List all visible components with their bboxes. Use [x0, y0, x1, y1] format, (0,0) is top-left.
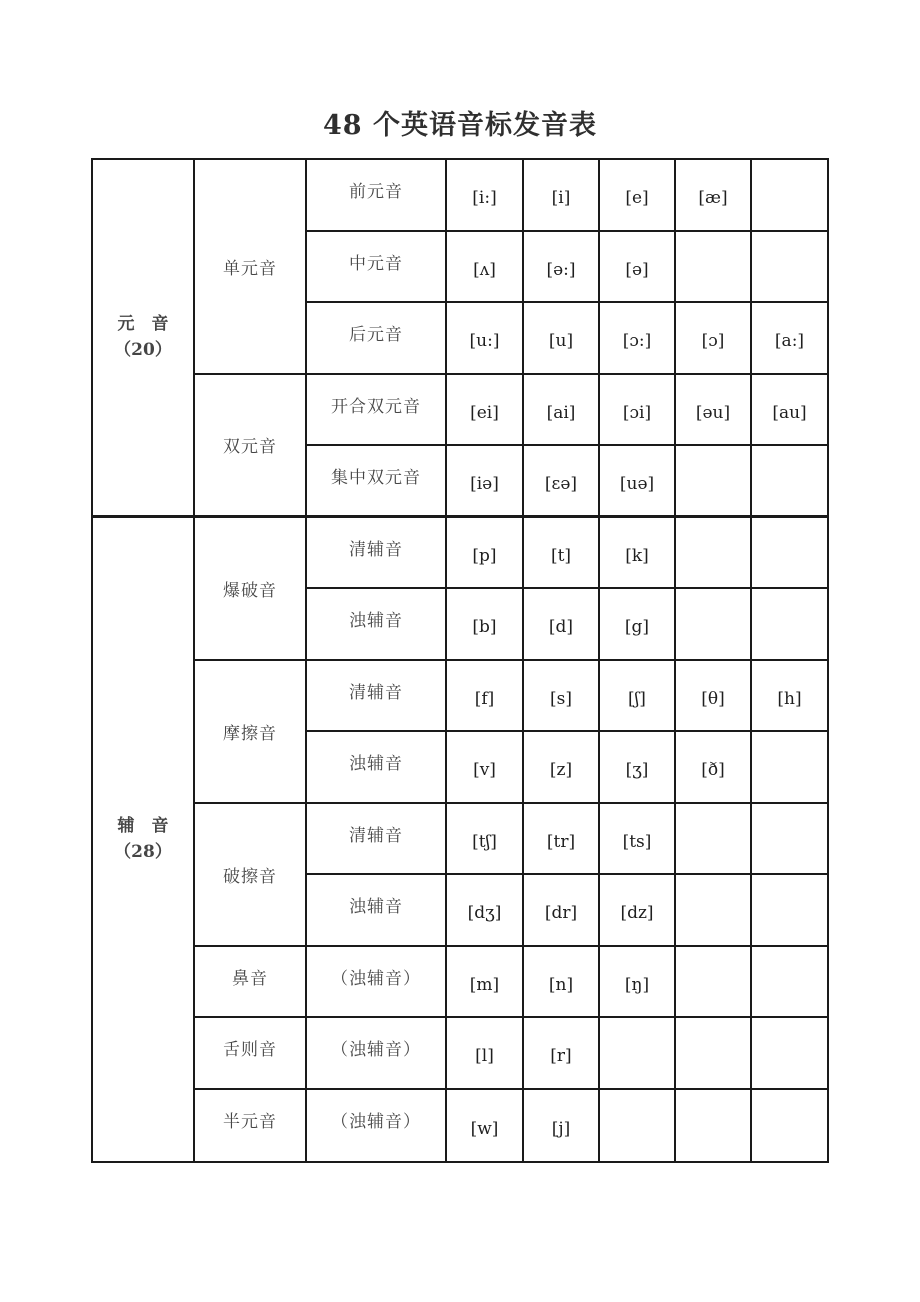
- symbol-cell: [676, 518, 752, 590]
- symbol-cell: [æ]: [676, 160, 752, 232]
- symbol-cell: [uə]: [600, 446, 676, 518]
- type-cell-voiced: 浊辅音: [307, 732, 447, 804]
- symbol-cell: [m]: [447, 947, 524, 1019]
- symbol-cell: [752, 804, 827, 876]
- symbol-cell: [z]: [524, 732, 600, 804]
- symbol-cell: [676, 875, 752, 947]
- type-cell-voiced: 浊辅音: [307, 875, 447, 947]
- symbol-cell: [f]: [447, 661, 524, 733]
- symbol-cell: [b]: [447, 589, 524, 661]
- symbol-cell: [t]: [524, 518, 600, 590]
- symbol-cell: [n]: [524, 947, 600, 1019]
- symbol-cell: [752, 1018, 827, 1090]
- symbol-cell: [ʃ]: [600, 661, 676, 733]
- subgroup-cell-diphthong: 双元音: [195, 375, 307, 518]
- type-cell-voiceless: 清辅音: [307, 661, 447, 733]
- type-cell-central-vowel: 中元音: [307, 232, 447, 304]
- phonetics-table: [91, 158, 829, 1163]
- symbol-cell: [r]: [524, 1018, 600, 1090]
- symbol-cell: [dr]: [524, 875, 600, 947]
- symbol-cell: [752, 732, 827, 804]
- symbol-cell: [l]: [447, 1018, 524, 1090]
- symbol-cell: [dʒ]: [447, 875, 524, 947]
- symbol-cell: [θ]: [676, 661, 752, 733]
- symbol-cell: [tʃ]: [447, 804, 524, 876]
- symbol-cell: [ʒ]: [600, 732, 676, 804]
- symbol-cell: [752, 518, 827, 590]
- type-cell-closing-diphthong: 开合双元音: [307, 375, 447, 447]
- symbol-cell: [əu]: [676, 375, 752, 447]
- consonant-group-count: （28）: [114, 842, 172, 863]
- symbol-cell: [i:]: [447, 160, 524, 232]
- type-cell-centring-diphthong: 集中双元音: [307, 446, 447, 518]
- symbol-cell: [752, 1090, 827, 1162]
- symbol-cell: [g]: [600, 589, 676, 661]
- symbol-cell: [k]: [600, 518, 676, 590]
- symbol-cell: [ɔ]: [676, 303, 752, 375]
- symbol-cell: [676, 589, 752, 661]
- type-cell-voiceless: 清辅音: [307, 804, 447, 876]
- type-cell-voiceless: 清辅音: [307, 518, 447, 590]
- type-cell-voiced-paren: （浊辅音）: [307, 1090, 447, 1162]
- consonant-group-cell: [93, 518, 195, 1162]
- symbol-cell: [ŋ]: [600, 947, 676, 1019]
- symbol-cell: [752, 232, 827, 304]
- symbol-cell: [600, 1018, 676, 1090]
- symbol-cell: [752, 446, 827, 518]
- symbol-cell: [p]: [447, 518, 524, 590]
- symbol-cell: [tr]: [524, 804, 600, 876]
- symbol-cell: [676, 232, 752, 304]
- symbol-cell: [h]: [752, 661, 827, 733]
- symbol-cell: [iə]: [447, 446, 524, 518]
- symbol-cell: [676, 804, 752, 876]
- subgroup-cell-plosive: 爆破音: [195, 518, 307, 661]
- symbol-cell: [676, 446, 752, 518]
- page-title: 48 个英语音标发音表: [323, 110, 597, 141]
- symbol-cell: [e]: [600, 160, 676, 232]
- symbol-cell: [752, 160, 827, 232]
- symbol-cell: [752, 589, 827, 661]
- vowel-group-count: （20）: [114, 340, 172, 361]
- subgroup-cell-lateral: 舌则音: [195, 1018, 307, 1090]
- symbol-cell: [u:]: [447, 303, 524, 375]
- symbol-cell: [au]: [752, 375, 827, 447]
- subgroup-cell-affricate: 破擦音: [195, 804, 307, 947]
- symbol-cell: [676, 1090, 752, 1162]
- subgroup-cell-fricative: 摩擦音: [195, 661, 307, 804]
- symbol-cell: [676, 1018, 752, 1090]
- symbol-cell: [ai]: [524, 375, 600, 447]
- type-cell-front-vowel: 前元音: [307, 160, 447, 232]
- symbol-cell: [i]: [524, 160, 600, 232]
- symbol-cell: [752, 947, 827, 1019]
- symbol-cell: [ei]: [447, 375, 524, 447]
- symbol-cell: [s]: [524, 661, 600, 733]
- symbol-cell: [dz]: [600, 875, 676, 947]
- symbol-cell: [ʌ]: [447, 232, 524, 304]
- symbol-cell: [600, 1090, 676, 1162]
- symbol-cell: [a:]: [752, 303, 827, 375]
- symbol-cell: [ə:]: [524, 232, 600, 304]
- symbol-cell: [676, 947, 752, 1019]
- symbol-cell: [j]: [524, 1090, 600, 1162]
- symbol-cell: [ə]: [600, 232, 676, 304]
- subgroup-cell-nasal: 鼻音: [195, 947, 307, 1019]
- symbol-cell: [ɔ:]: [600, 303, 676, 375]
- symbol-cell: [ɛə]: [524, 446, 600, 518]
- symbol-cell: [752, 875, 827, 947]
- symbol-cell: [ɔi]: [600, 375, 676, 447]
- vowel-group-label: 元 音: [117, 314, 169, 335]
- symbol-cell: [u]: [524, 303, 600, 375]
- subgroup-cell-monophthong: 单元音: [195, 160, 307, 375]
- type-cell-voiced-paren: （浊辅音）: [307, 947, 447, 1019]
- symbol-cell: [ts]: [600, 804, 676, 876]
- symbol-cell: [d]: [524, 589, 600, 661]
- consonant-group-label: 辅 音: [117, 816, 169, 837]
- type-cell-back-vowel: 后元音: [307, 303, 447, 375]
- symbol-cell: [v]: [447, 732, 524, 804]
- symbol-cell: [w]: [447, 1090, 524, 1162]
- vowel-group-cell: [93, 160, 195, 518]
- type-cell-voiced-paren: （浊辅音）: [307, 1018, 447, 1090]
- type-cell-voiced: 浊辅音: [307, 589, 447, 661]
- symbol-cell: [ð]: [676, 732, 752, 804]
- subgroup-cell-semivowel: 半元音: [195, 1090, 307, 1162]
